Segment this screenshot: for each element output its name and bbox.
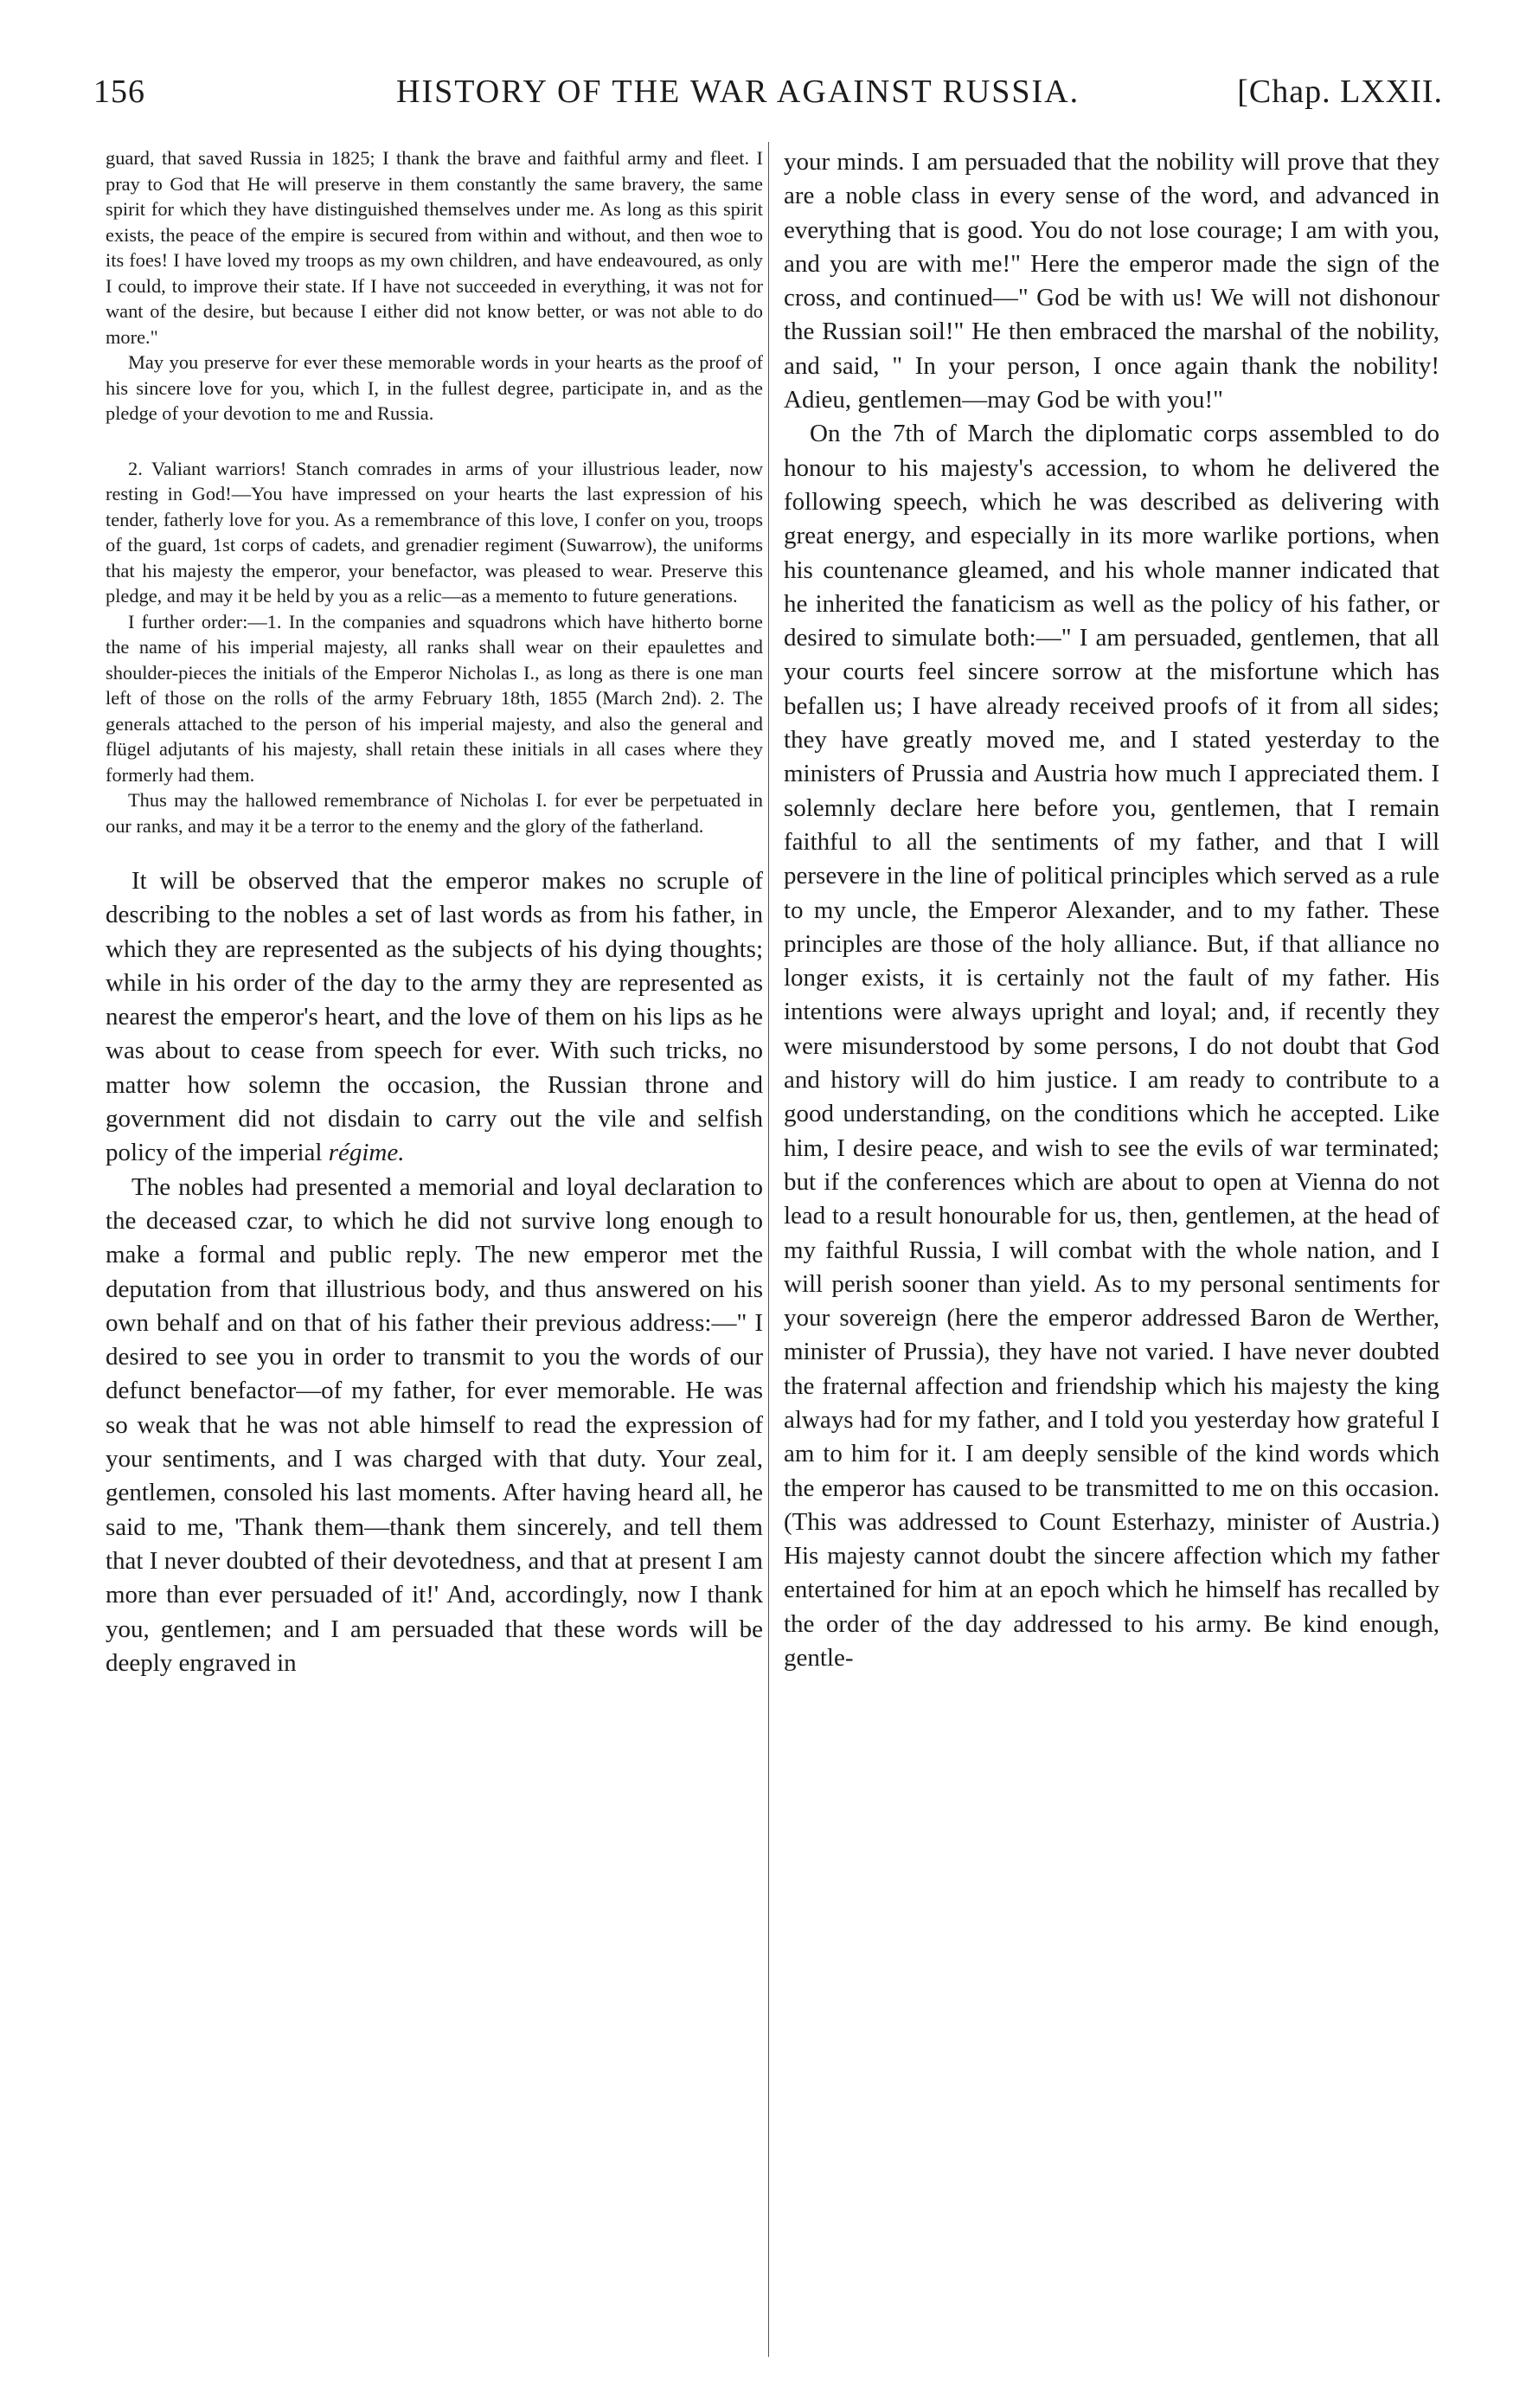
body-paragraph: The nobles had presented a memorial and loyal declaration to the deceased czar, to which he did not survive long enough to make a formal and public reply. The new emperor met the deputation from that illustrious body, and thus answered on his own behalf and on that of his father their previous address:—" I desired to see you in order to transmit to you the words of our defunct benefactor—of my father, for ever memorable. He was so weak that he was not able himself to read the expression of your sentiments, and I was charged with that duty. Your zeal, gentlemen, consoled his last moments. After having heard all, he said to me, 'Thank them—thank them sincerely, and tell them that I never doubted of their devotedness, and that at present I am more than ever persuaded of it!' And, accordingly, now I thank you, gentlemen; and I am persuaded that these words will be deeply engraved in <box>106 1172 763 1677</box>
spacer <box>106 838 763 864</box>
body-paragraph <box>106 864 763 1171</box>
chapter-label: [Chap. LXXII. <box>1237 74 1443 110</box>
spacer <box>106 427 763 456</box>
right-column <box>784 145 1439 2369</box>
body-paragraph: your minds. I am persuaded that the nobility will prove that they are a noble class in every sense of the word, and advanced in everything that is good. You do not lose courage; I am with you, and you are with me!" Here the emperor made the sign of the cross, and continued—" God be with us! We will not dishonour the Russian soil!" He then embraced the marshal of the nobility, and said, " In your person, I once again thank the nobility! Adieu, gentlemen—may God be with you!" <box>784 148 1439 414</box>
left-column <box>106 145 763 2369</box>
column-divider <box>768 142 769 2357</box>
quote-paragraph: guard, that saved Russia in 1825; I thank the brave and faithful army and fleet. I pray to God that He will preserve in them constantly the same bravery, the same spirit for which they have distinguished themselves under me. As long as this spirit exists, the peace of the empire is secured from within and without, and then woe to its foes! I have loved my troops as my own children, and have endeavoured, as only I could, to improve their state. If I have not succeeded in everything, it was not for want of the desire, but because I either did not know better, or was not able to do more." <box>106 147 763 348</box>
italic-word: régime. <box>328 1139 405 1167</box>
body-paragraph: On the 7th of March the diplomatic corps assembled to do honour to his majesty's accession, to whom he delivered the following speech, which he was described as delivering with great energy, and especially in its more warlike portions, when his countenance gleamed, and his whole manner indicated that he inherited the fanaticism as well as the policy of his father, or desired to simulate both:—" I am persuaded, gentlemen, that all your courts feel sincere sorrow at the misfortune which has befallen us; I have already received proofs of it from all sides; they have greatly moved me, and I stated yesterday to the ministers of Prussia and Austria how much I appreciated them. I solemnly declare here before you, gentlemen, that I remain faithful to all the sentiments of my father, and that I will persevere in the line of political principles which served as a rule to my uncle, the Emperor Alexander, and to my father. These principles are those of the holy alliance. But, if that alliance no longer exists, it is certainly not the fault of my father. His intentions were always upright and loyal; and, if recently they were misunderstood by some persons, I do not doubt that God and history will do him justice. I am ready to contribute to a good understanding, on the conditions which he accepted. Like him, I desire peace, and wish to see the evils of war terminated; but if the conferences which are about to open at Vienna do not lead to a result honourable for us, then, gentlemen, at the head of my faithful Russia, I will combat with the whole nation, and I will perish sooner than yield. As to my personal sentiments for your sovereign (here the emperor addressed Baron de Werther, minister of Prussia), they have not varied. I have never doubted the fraternal affection and friendship which his majesty the king always had for my father, and I told you yesterday how grateful I am to him for it. I am deeply sensible of the kind words which the emperor has caused to be transmitted to me on this occasion. (This was addressed to Count Esterhazy, minister of Austria.) His majesty cannot doubt the sincere affection which my father entertained for him at an epoch which he himself has recalled by the order of the day addressed to his army. Be kind enough, gentle- <box>784 420 1439 1673</box>
order-paragraph: Thus may the hallowed remembrance of Nicholas I. for ever be perpetuated in our ranks, and may it be a terror to the enemy and the glory of the fatherland. <box>106 789 763 837</box>
page-header <box>93 73 1443 119</box>
running-title: HISTORY OF THE WAR AGAINST RUSSIA. <box>396 74 1080 110</box>
order-paragraph: 2. Valiant warriors! Stanch comrades in arms of your illustrious leader, now resting in God!—You have impressed on your hearts the last expression of his tender, fatherly love for you. As a remembrance of this love, I confer on you, troops of the guard, 1st corps of cadets, and grenadier regiment (Suwarrow), the uniforms that his majesty the emperor, your benefactor, was pleased to wear. Preserve this pledge, and may it be held by you as a relic—as a memento to future generations. <box>106 457 763 607</box>
quote-paragraph: May you preserve for ever these memorable words in your hearts as the proof of his sincere love for you, which I, in the fullest degree, participate in, and as the pledge of your devotion to me and Russia. <box>106 351 763 424</box>
page-number: 156 <box>93 74 145 110</box>
body-text: It will be observed that the emperor makes no scruple of describing to the nobles a set of last words as from his father, in which they are represented as the subjects of his dying thoughts; while in his order of the day to the army they are represented as nearest the emperor's heart, and the love of them on his lips as he was about to cease from speech for ever. With such tricks, no matter how solemn the occasion, the Russian throne and government did not disdain to carry out the vile and selfish policy of the imperial <box>106 867 763 1167</box>
order-paragraph: I further order:—1. In the companies and squadrons which have hitherto borne the name of his imperial majesty, all ranks shall wear on their epaulettes and shoulder-pieces the initials of the Emperor Nicholas I., as long as there is one man left of those on the rolls of the army February 18th, 1855 (March 2nd). 2. The generals attached to the person of his imperial majesty, and also the general and flügel adjutants of his majesty, shall retain these initials in all cases where they formerly had them. <box>106 610 763 786</box>
